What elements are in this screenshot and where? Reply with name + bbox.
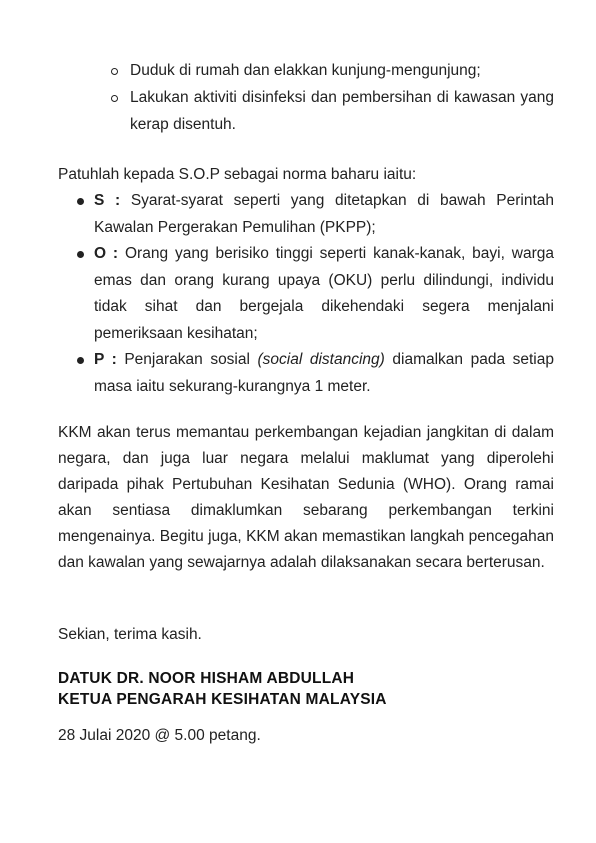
sop-text-italic: (social distancing) (257, 351, 385, 368)
sop-text-after: diamalkan pada setiap masa iaitu sekurang-kurangnya 1 meter. (94, 351, 554, 395)
sub-bullet-list (108, 57, 554, 138)
disc-bullet-icon (77, 198, 84, 205)
sop-letter: O : (94, 245, 119, 262)
sop-item-o (72, 241, 554, 347)
sop-text: Syarat-syarat seperti yang ditetapkan di bawah Perintah Kawalan Pergerakan Pemulihan (PKPP); (94, 192, 555, 236)
sub-bullet-item (108, 57, 554, 84)
statement-date: 28 Julai 2020 @ 5.00 petang. (58, 727, 261, 744)
sop-letter: P : (94, 351, 117, 368)
signatory-name: DATUK DR. NOOR HISHAM ABDULLAH (58, 670, 355, 687)
closing-text: Sekian, terima kasih. (58, 626, 202, 643)
sop-list (72, 188, 554, 400)
kkm-paragraph: KKM akan terus memantau perkembangan kejadian jangkitan di dalam negara, dan juga luar negara melalui maklumat yang diperolehi daripada pihak Pertubuhan Kesihatan Sedunia (WHO). Orang ramai akan sentiasa dimaklumkan sebarang perkembangan terkini mengenainya. Begitu juga, KKM akan memastikan langkah pencegahan dan kawalan yang sewajarnya adalah dilaksanakan secara berterusan. (58, 424, 554, 571)
sub-bullet-text: Duduk di rumah dan elakkan kunjung-mengunjung; (130, 62, 481, 79)
circle-bullet-icon (111, 68, 118, 75)
disc-bullet-icon (77, 251, 84, 258)
sop-item-p (72, 347, 554, 400)
sop-item-s (72, 188, 554, 241)
sop-text-before: Penjarakan sosial (124, 351, 250, 368)
sop-intro: Patuhlah kepada S.O.P sebagai norma baharu iaitu: (58, 166, 417, 183)
sop-text: Orang yang berisiko tinggi seperti kanak-kanak, bayi, warga emas dan orang kurang upaya (OKU) perlu dilindungi, individu tidak sihat dan bergejala dikehendaki segera menjalani pemeriksaan kesihatan; (94, 245, 554, 342)
signature-block (58, 668, 387, 710)
sub-bullet-text: Lakukan aktiviti disinfeksi dan pembersihan di kawasan yang kerap disentuh. (130, 89, 554, 133)
disc-bullet-icon (77, 357, 84, 364)
sub-bullet-item (108, 84, 554, 138)
sop-letter: S : (94, 192, 121, 209)
circle-bullet-icon (111, 95, 118, 102)
signatory-title: KETUA PENGARAH KESIHATAN MALAYSIA (58, 691, 387, 708)
